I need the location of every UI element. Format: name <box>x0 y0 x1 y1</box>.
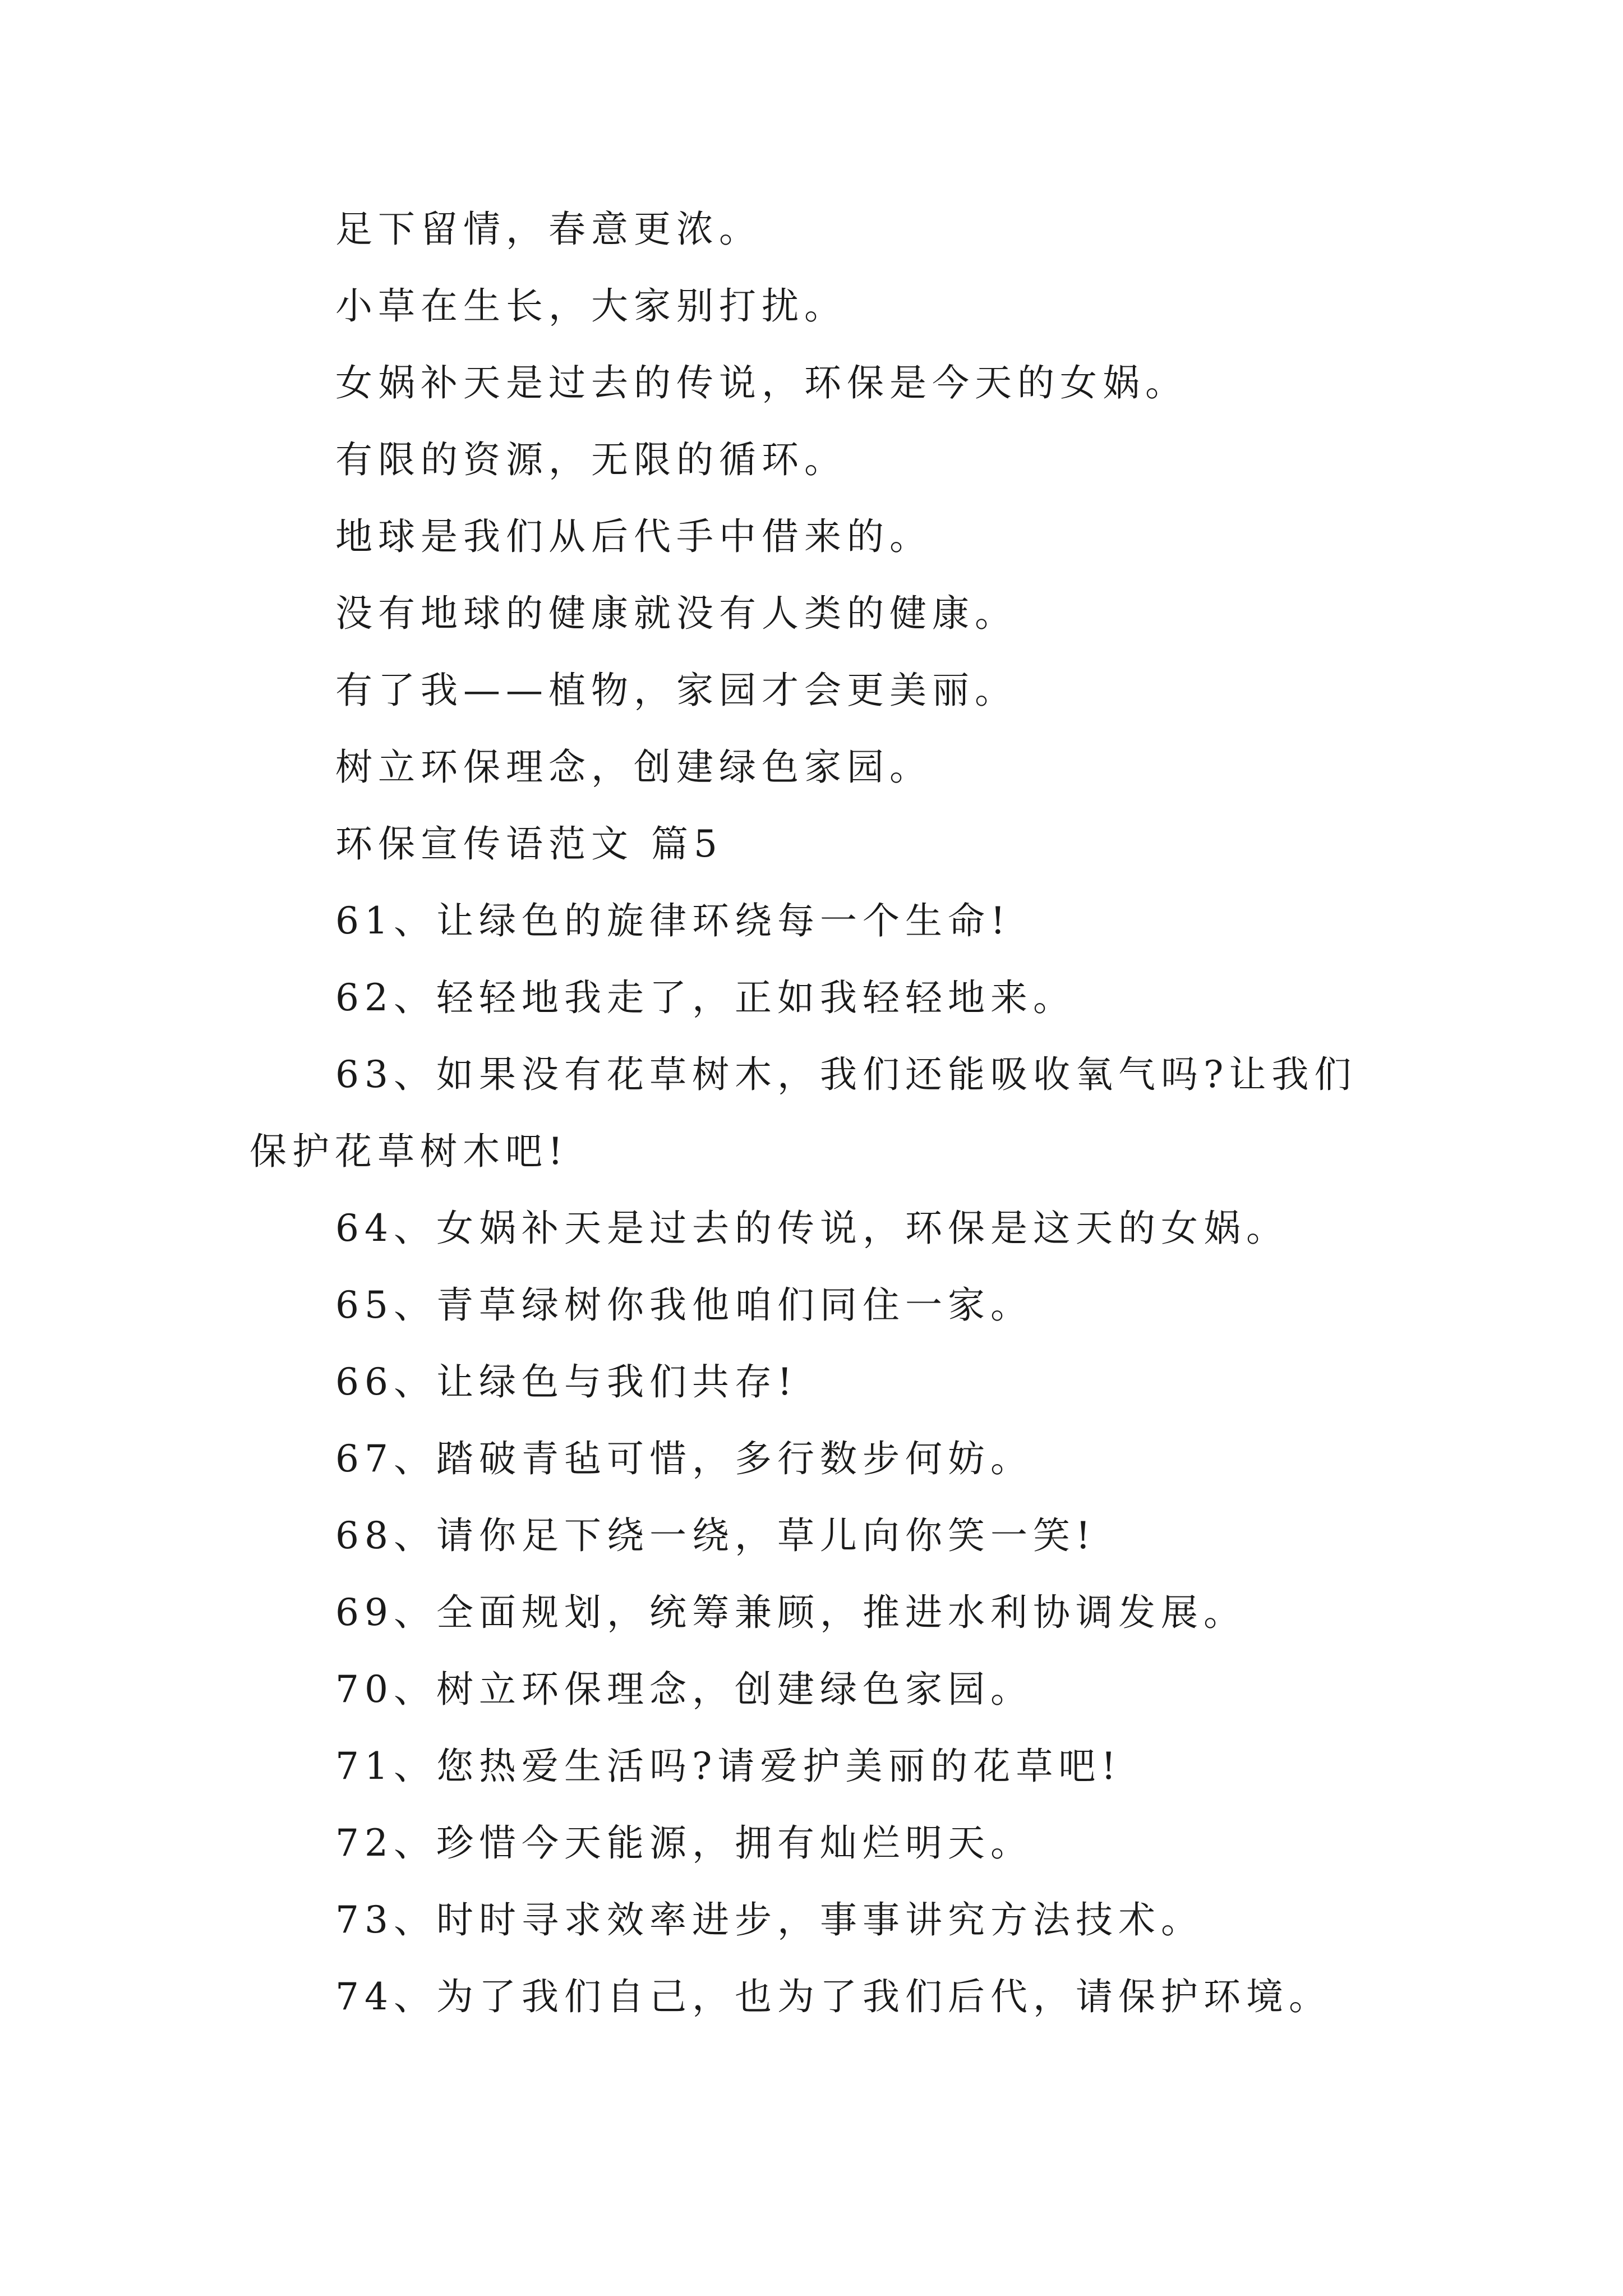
list-item: 65、青草绿树你我他咱们同住一家。 <box>335 1283 1033 1327</box>
list-item: 67、踏破青毡可惜，多行数步何妨。 <box>335 1437 1033 1480</box>
text-line: 树立环保理念，创建绿色家园。 <box>335 746 932 789</box>
list-item: 69、全面规划，统筹兼顾，推进水利协调发展。 <box>335 1591 1246 1634</box>
list-item: 62、轻轻地我走了，正如我轻轻地来。 <box>335 976 1076 1019</box>
text-line: 小草在生长，大家别打扰。 <box>335 284 847 328</box>
list-item: 63、如果没有花草树木，我们还能吸收氧气吗?让我们 <box>335 1053 1357 1096</box>
text-line: 足下留情，春意更浓。 <box>335 208 762 251</box>
list-item: 74、为了我们自己，也为了我们后代，请保护环境。 <box>335 1975 1331 2018</box>
text-line: 女娲补天是过去的传说，环保是今天的女娲。 <box>335 361 1188 404</box>
list-item: 71、您热爱生活吗?请爱护美丽的花草吧! <box>335 1745 1122 1788</box>
text-line: 有限的资源，无限的循环。 <box>335 438 847 481</box>
section-heading: 环保宣传语范文 篇5 <box>335 822 723 866</box>
list-item: 73、时时寻求效率进步，事事讲究方法技术。 <box>335 1898 1204 1941</box>
list-item: 64、女娲补天是过去的传说，环保是这天的女娲。 <box>335 1207 1289 1250</box>
list-item: 70、树立环保理念，创建绿色家园。 <box>335 1668 1033 1711</box>
document-body <box>0 191 1623 2035</box>
list-item: 72、珍惜今天能源，拥有灿烂明天。 <box>335 1821 1033 1865</box>
text-line: 地球是我们从后代手中借来的。 <box>335 515 932 558</box>
list-item: 61、让绿色的旋律环绕每一个生命! <box>335 899 1011 942</box>
list-item: 66、让绿色与我们共存! <box>335 1360 798 1404</box>
list-item-continuation: 保护花草树木吧! <box>250 1130 569 1173</box>
text-line: 有了我——植物，家园才会更美丽。 <box>335 669 1017 712</box>
list-item: 68、请你足下绕一绕，草儿向你笑一笑! <box>335 1514 1096 1557</box>
text-line: 没有地球的健康就没有人类的健康。 <box>335 592 1017 635</box>
